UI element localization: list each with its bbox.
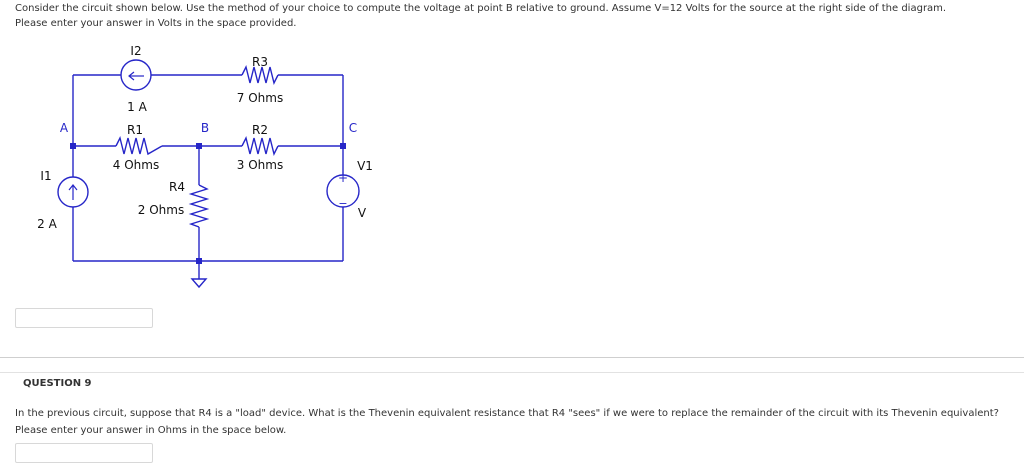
i2-name-label: I2 (130, 44, 142, 58)
resistor-r2 (242, 138, 278, 154)
r4-name-label: R4 (169, 180, 185, 194)
i2-value-label: 1 A (127, 100, 147, 114)
question-8-text-line1: Consider the circuit shown below. Use the method of your choice to compute the voltage at point B relative to ground. Assume V=12 Volts for the source at the right side of the diagram. (15, 3, 947, 14)
question-9-text-line2: Please enter your answer in Ohms in the space below. (15, 425, 287, 436)
v1-plus-sign: + (337, 171, 349, 185)
resistor-r1 (116, 138, 162, 154)
r4-value-label: 2 Ohms (137, 203, 185, 217)
i1-value-label: 2 A (37, 217, 57, 231)
question-separator-top (0, 357, 1024, 358)
v1-minus-sign: − (338, 197, 348, 210)
r3-value-label: 7 Ohms (236, 91, 284, 105)
circuit-wires (73, 75, 343, 279)
r2-name-label: R2 (252, 123, 268, 137)
node-c-label: C (348, 121, 358, 135)
resistor-r3 (242, 67, 278, 83)
question-9-answer-input[interactable] (15, 443, 153, 463)
current-source-i1 (58, 177, 88, 207)
voltage-source-v1 (327, 171, 359, 210)
node-c-marker (340, 143, 346, 149)
r1-value-label: 4 Ohms (112, 158, 160, 172)
current-source-i2 (121, 60, 151, 90)
node-b-marker (196, 143, 202, 149)
resistor-r4 (191, 185, 207, 227)
circuit-diagram (0, 35, 420, 300)
node-a-label: A (59, 121, 69, 135)
node-a-marker (70, 143, 76, 149)
r3-name-label: R3 (252, 55, 268, 69)
ground-node-marker (196, 258, 202, 264)
question-9-header: QUESTION 9 (23, 378, 92, 389)
ground-symbol (192, 279, 206, 287)
r2-value-label: 3 Ohms (236, 158, 284, 172)
question-9-text-line1: In the previous circuit, suppose that R4 is a "load" device. What is the Thevenin equivalent resistance that R4 "sees" if we were to replace the remainder of the circuit with its Thevenin equivalent? (15, 408, 999, 419)
v1-value-label: V (357, 206, 367, 220)
r1-name-label: R1 (127, 123, 143, 137)
question-separator-bottom (0, 372, 1024, 373)
node-b-label: B (200, 121, 210, 135)
v1-name-label: V1 (357, 159, 373, 173)
question-8-text-line2: Please enter your answer in Volts in the space provided. (15, 18, 297, 29)
i1-name-label: I1 (40, 169, 52, 183)
question-8-answer-input[interactable] (15, 308, 153, 328)
